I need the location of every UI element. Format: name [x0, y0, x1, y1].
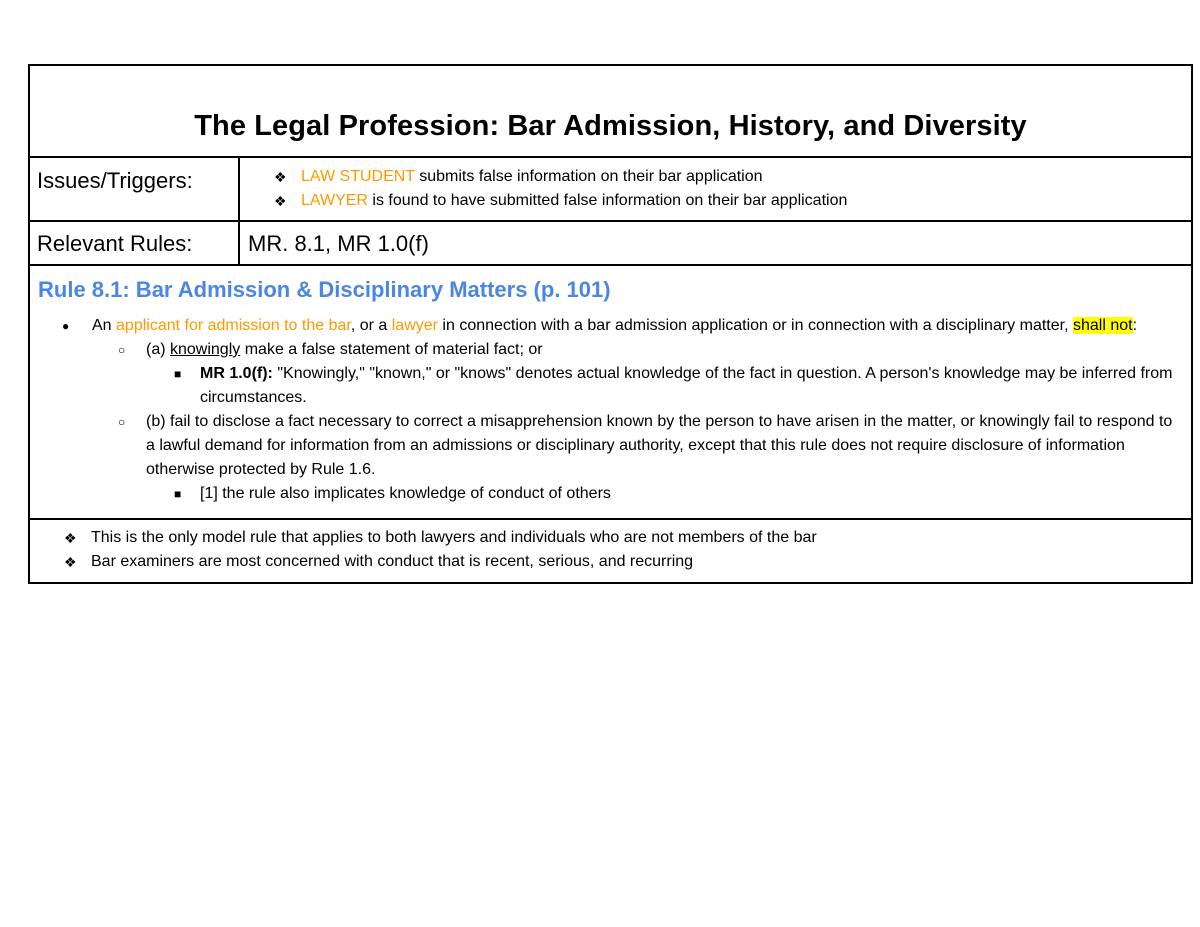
diamond-bullet-icon: ❖ [64, 554, 77, 570]
diamond-bullet-icon: ❖ [274, 193, 287, 209]
text-run: "Knowingly," "known," or "knows" denotes actual knowledge of the fact in question. A person's knowledge may be inferred from circumstances. [200, 365, 1173, 406]
list-item [38, 482, 1181, 506]
issue-accent: LAWYER [301, 192, 368, 209]
rule-section [30, 266, 1191, 520]
issue-accent: LAW STUDENT [301, 168, 415, 185]
text-run: : [1132, 317, 1138, 334]
issue-rest: is found to have submitted false information on their bar application [367, 192, 848, 209]
note-item [64, 550, 1191, 574]
circle-bullet-icon: ○ [118, 343, 126, 357]
list-item [38, 362, 1181, 410]
square-bullet-icon: ■ [174, 487, 182, 501]
issue-rest: submits false information on their bar application [414, 168, 763, 185]
clause-a [146, 338, 543, 362]
rule-heading: Rule 8.1: Bar Admission & Disciplinary Matters (p. 101) [38, 277, 611, 302]
rule-body [38, 314, 1181, 506]
diamond-bullet-icon: ❖ [274, 169, 287, 185]
issue-text [301, 165, 763, 189]
text-run: in connection with a bar admission application or in connection with a disciplinary matter, [437, 317, 1073, 334]
text-run: , or a [350, 317, 392, 334]
definition-text [200, 362, 1181, 410]
list-item [38, 314, 1181, 338]
rules-label: Relevant Rules: [30, 222, 240, 264]
title-row [30, 66, 1191, 158]
text-run: (a) [146, 341, 170, 358]
issues-list [240, 158, 1191, 220]
note-text: Bar examiners are most concerned with conduct that is recent, serious, and recurring [91, 553, 694, 570]
square-bullet-icon: ■ [174, 367, 182, 381]
clause-b: (b) fail to disclose a fact necessary to correct a misapprehension known by the person to have arisen in the matter, or knowingly fail to respond to a lawful demand for information from an admissions or disciplinary authority, except that this rule does not require disclosure of information otherwise protected by Rule 1.6. [146, 413, 1173, 478]
list-item [38, 338, 1181, 362]
rule-main-text [92, 314, 1137, 338]
issue-item [274, 189, 1191, 213]
issue-item [274, 165, 1191, 189]
clause-b-sub: [1] the rule also implicates knowledge of conduct of others [200, 485, 611, 502]
lawyer-term: lawyer [391, 317, 438, 334]
notes-section [30, 520, 1191, 582]
issues-row [30, 158, 1191, 222]
disc-bullet-icon: ● [62, 319, 70, 333]
page-title: The Legal Profession: Bar Admission, History, and Diversity [194, 110, 1027, 142]
circle-bullet-icon: ○ [118, 415, 126, 429]
applicant-term: applicant for admission to the bar [116, 317, 351, 334]
issues-label: Issues/Triggers: [30, 158, 240, 220]
list-item [38, 410, 1181, 482]
note-text: This is the only model rule that applies to both lawyers and individuals who are not members of the bar [91, 529, 817, 546]
text-run: An [92, 317, 117, 334]
note-item [64, 526, 1191, 550]
highlighted-text: shall not [1072, 317, 1133, 334]
underlined-term: knowingly [170, 341, 241, 358]
definition-label: MR 1.0(f): [200, 365, 273, 382]
rules-value: MR. 8.1, MR 1.0(f) [248, 231, 429, 256]
text-run: make a false statement of material fact; or [240, 341, 543, 358]
issue-text [301, 189, 847, 213]
rules-row [30, 222, 1191, 266]
document-table [28, 64, 1193, 584]
diamond-bullet-icon: ❖ [64, 530, 77, 546]
